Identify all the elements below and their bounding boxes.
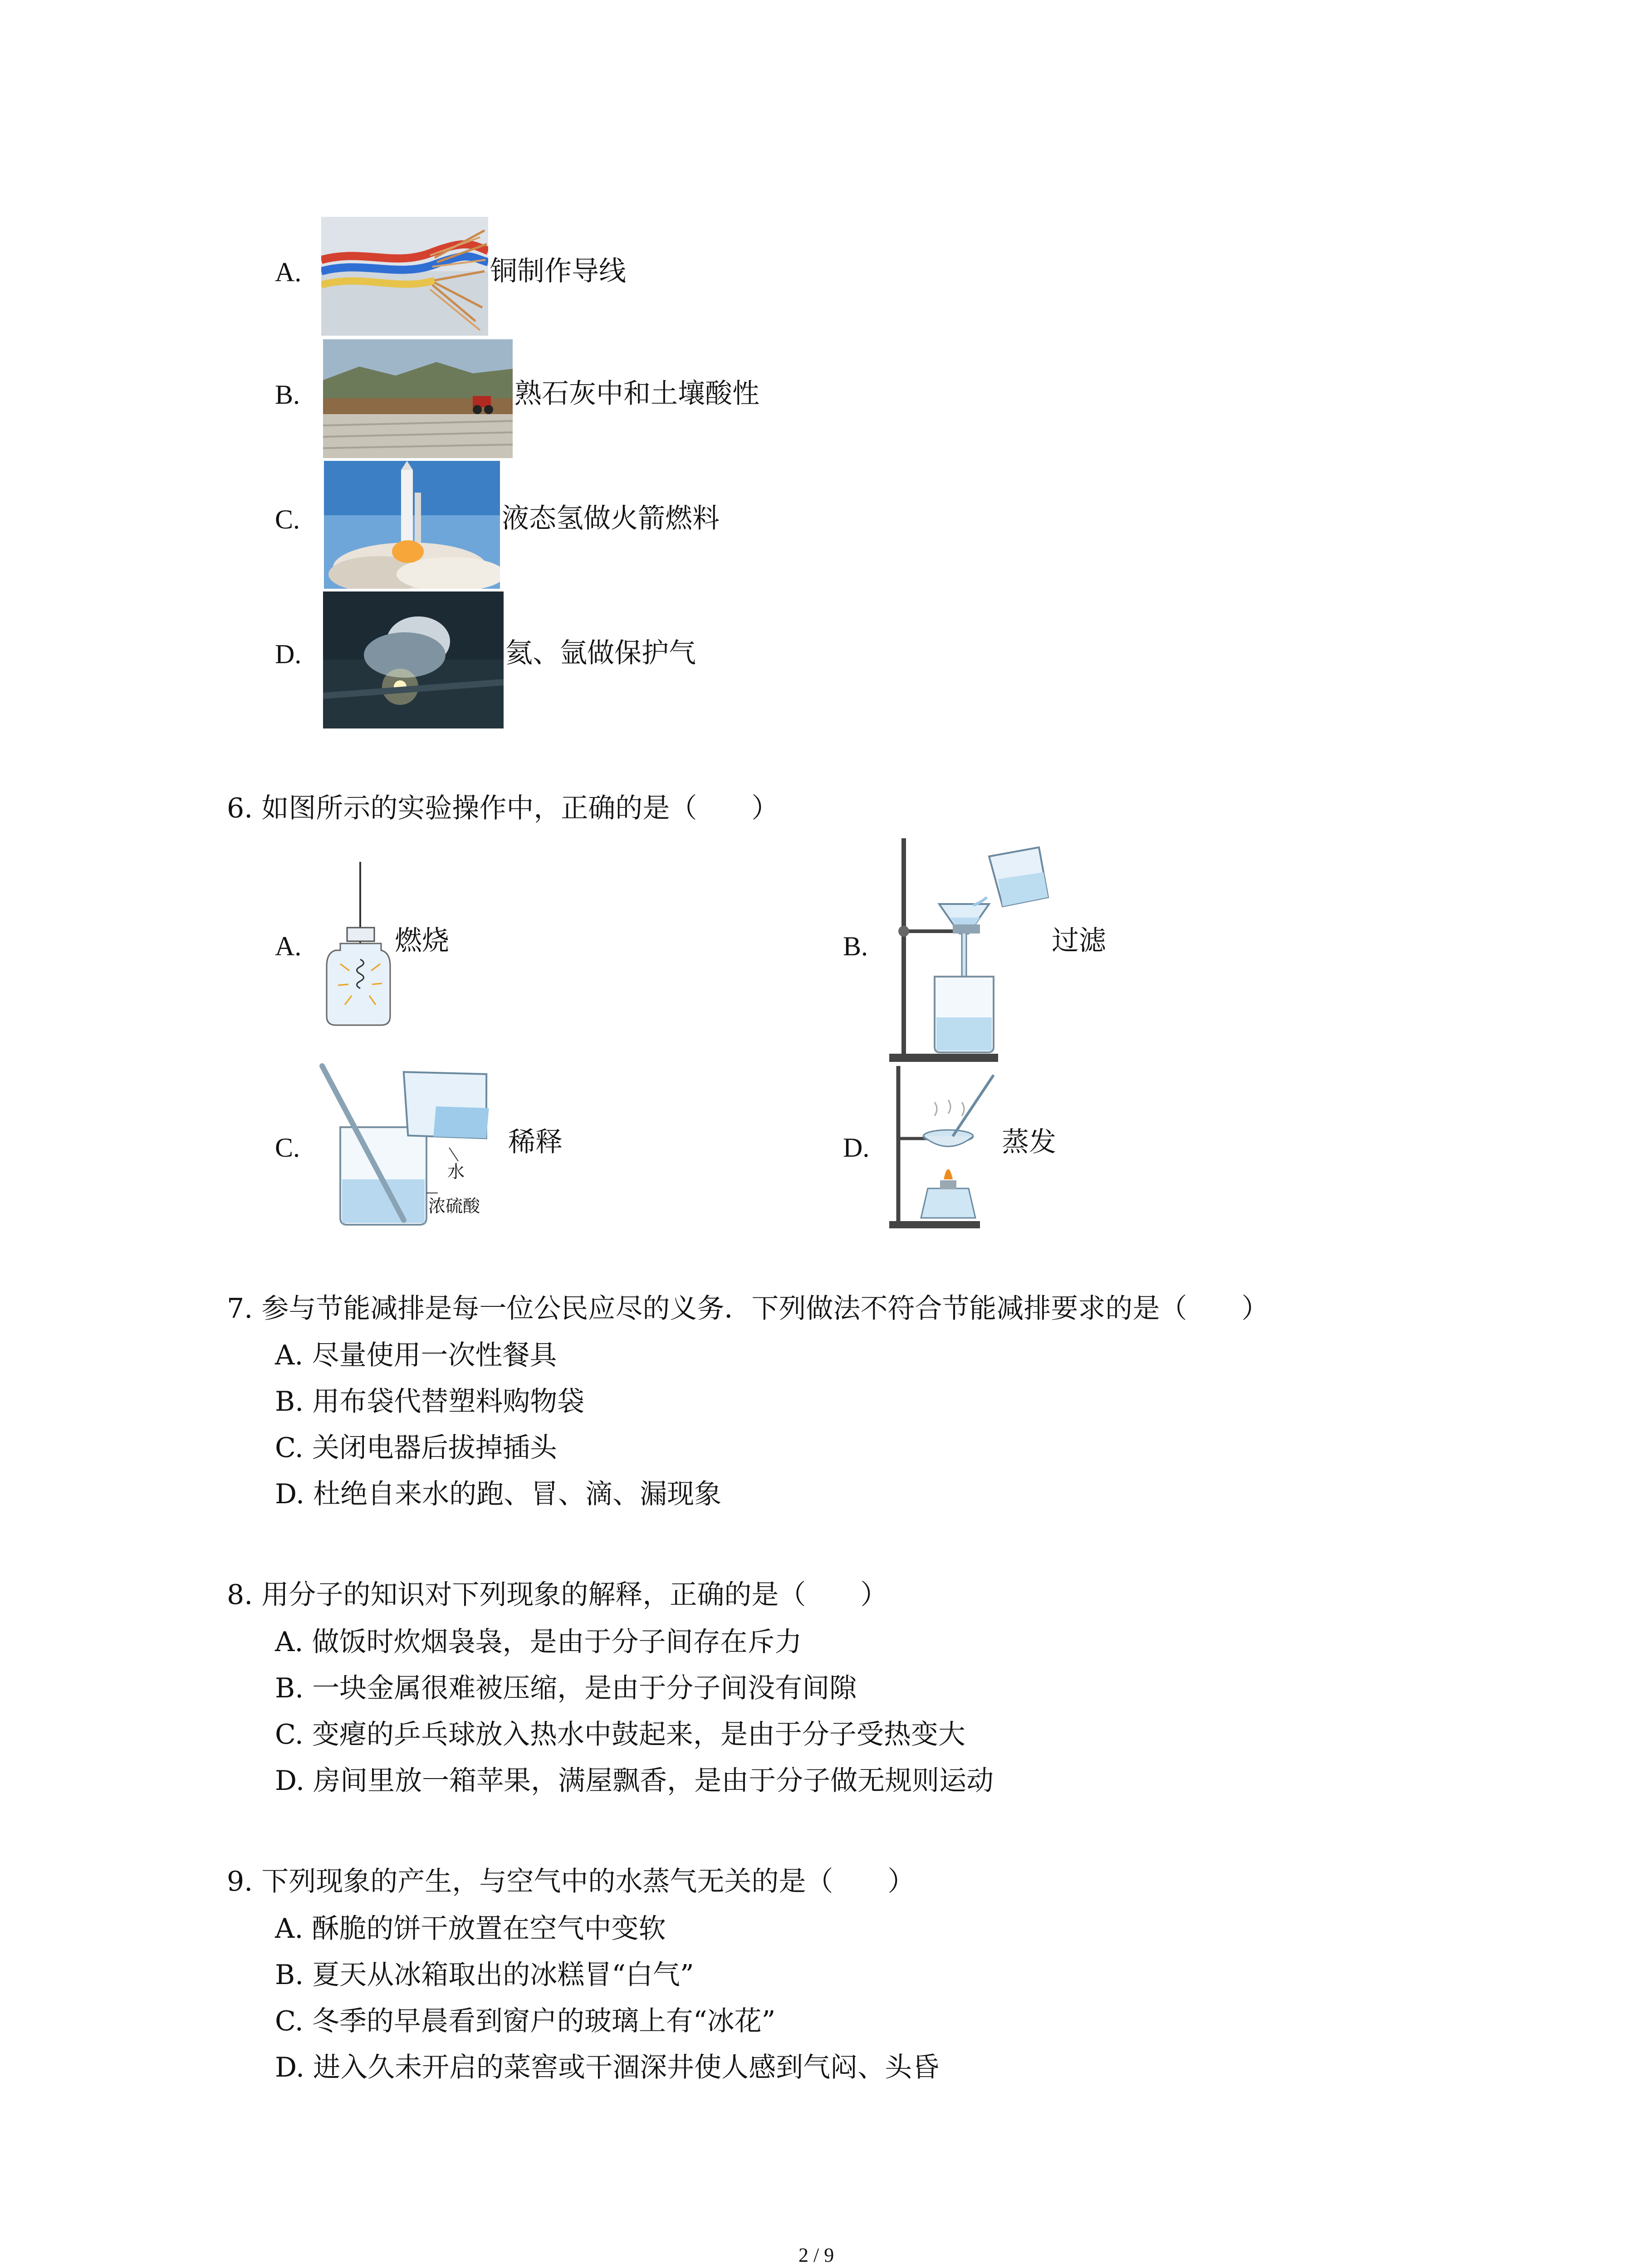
- option-letter: A.: [275, 257, 302, 287]
- option-caption: 熟石灰中和土壤酸性: [514, 378, 759, 410]
- water-label: 水: [447, 1162, 465, 1182]
- question-8-option: D. 房间里放一箱苹果，满屋飘香，是由于分子做无规则运动: [275, 1765, 994, 1797]
- question-9-option: A. 酥脆的饼干放置在空气中变软: [275, 1913, 666, 1945]
- option-caption: 过滤: [1052, 925, 1106, 957]
- page-number: 2 / 9: [798, 2244, 834, 2266]
- option-letter: C.: [275, 1133, 300, 1163]
- evaporation-figure: [889, 1061, 1007, 1229]
- option-caption: 燃烧: [395, 925, 449, 957]
- option-letter: C.: [275, 504, 300, 534]
- option-caption: 氦、氩做保护气: [505, 637, 696, 669]
- question-8-option: C. 变瘪的乒乓球放入热水中鼓起来，是由于分子受热变大: [275, 1719, 965, 1750]
- option-letter: D.: [275, 639, 302, 669]
- question-7-stem: 7. 参与节能减排是每一位公民应尽的义务．下列做法不符合节能减排要求的是（ ）: [227, 1293, 1269, 1325]
- question-9-option: C. 冬季的早晨看到窗户的玻璃上有“冰花”: [275, 2005, 776, 2037]
- copper-wire-photo: [321, 217, 488, 336]
- option-letter: B.: [843, 931, 868, 961]
- dilution-figure: [313, 1057, 522, 1229]
- filtration-figure: [889, 829, 1075, 1065]
- option-caption: 蒸发: [1002, 1126, 1056, 1158]
- farmland-lime-photo: [323, 339, 513, 458]
- question-7-option: C. 关闭电器后拔掉插头: [275, 1432, 557, 1464]
- option-caption: 铜制作导线: [490, 255, 626, 287]
- question-9-option: B. 夏天从冰箱取出的冰糕冒“白气”: [275, 1959, 694, 1991]
- question-9-option: D. 进入久未开启的菜窖或干涸深井使人感到气闷、头昏: [275, 2052, 940, 2083]
- question-9-stem: 9. 下列现象的产生，与空气中的水蒸气无关的是（ ）: [227, 1866, 915, 1897]
- option-caption: 液态氢做火箭燃料: [502, 503, 720, 534]
- question-7-option: A. 尽量使用一次性餐具: [275, 1339, 557, 1371]
- option-letter: D.: [843, 1133, 870, 1163]
- option-caption: 稀释: [508, 1126, 563, 1158]
- question-8-option: A. 做饭时炊烟袅袅，是由于分子间存在斥力: [275, 1626, 802, 1658]
- welding-photo: [323, 591, 504, 728]
- question-8-option: B. 一块金属很难被压缩，是由于分子间没有间隙: [275, 1672, 857, 1704]
- question-7-option: B. 用布袋代替塑料购物袋: [275, 1386, 585, 1418]
- rocket-launch-photo: [324, 461, 500, 589]
- iron-wire-combustion-figure: [322, 862, 395, 1030]
- concentrated-sulfuric-acid-label: 浓硫酸: [428, 1196, 480, 1216]
- option-letter: A.: [275, 931, 302, 961]
- option-letter: B.: [275, 380, 300, 410]
- question-8-stem: 8. 用分子的知识对下列现象的解释，正确的是（ ）: [227, 1579, 888, 1611]
- question-7-option: D. 杜绝自来水的跑、冒、滴、漏现象: [275, 1478, 722, 1510]
- question-6-stem: 6. 如图所示的实验操作中，正确的是（ ）: [227, 792, 779, 824]
